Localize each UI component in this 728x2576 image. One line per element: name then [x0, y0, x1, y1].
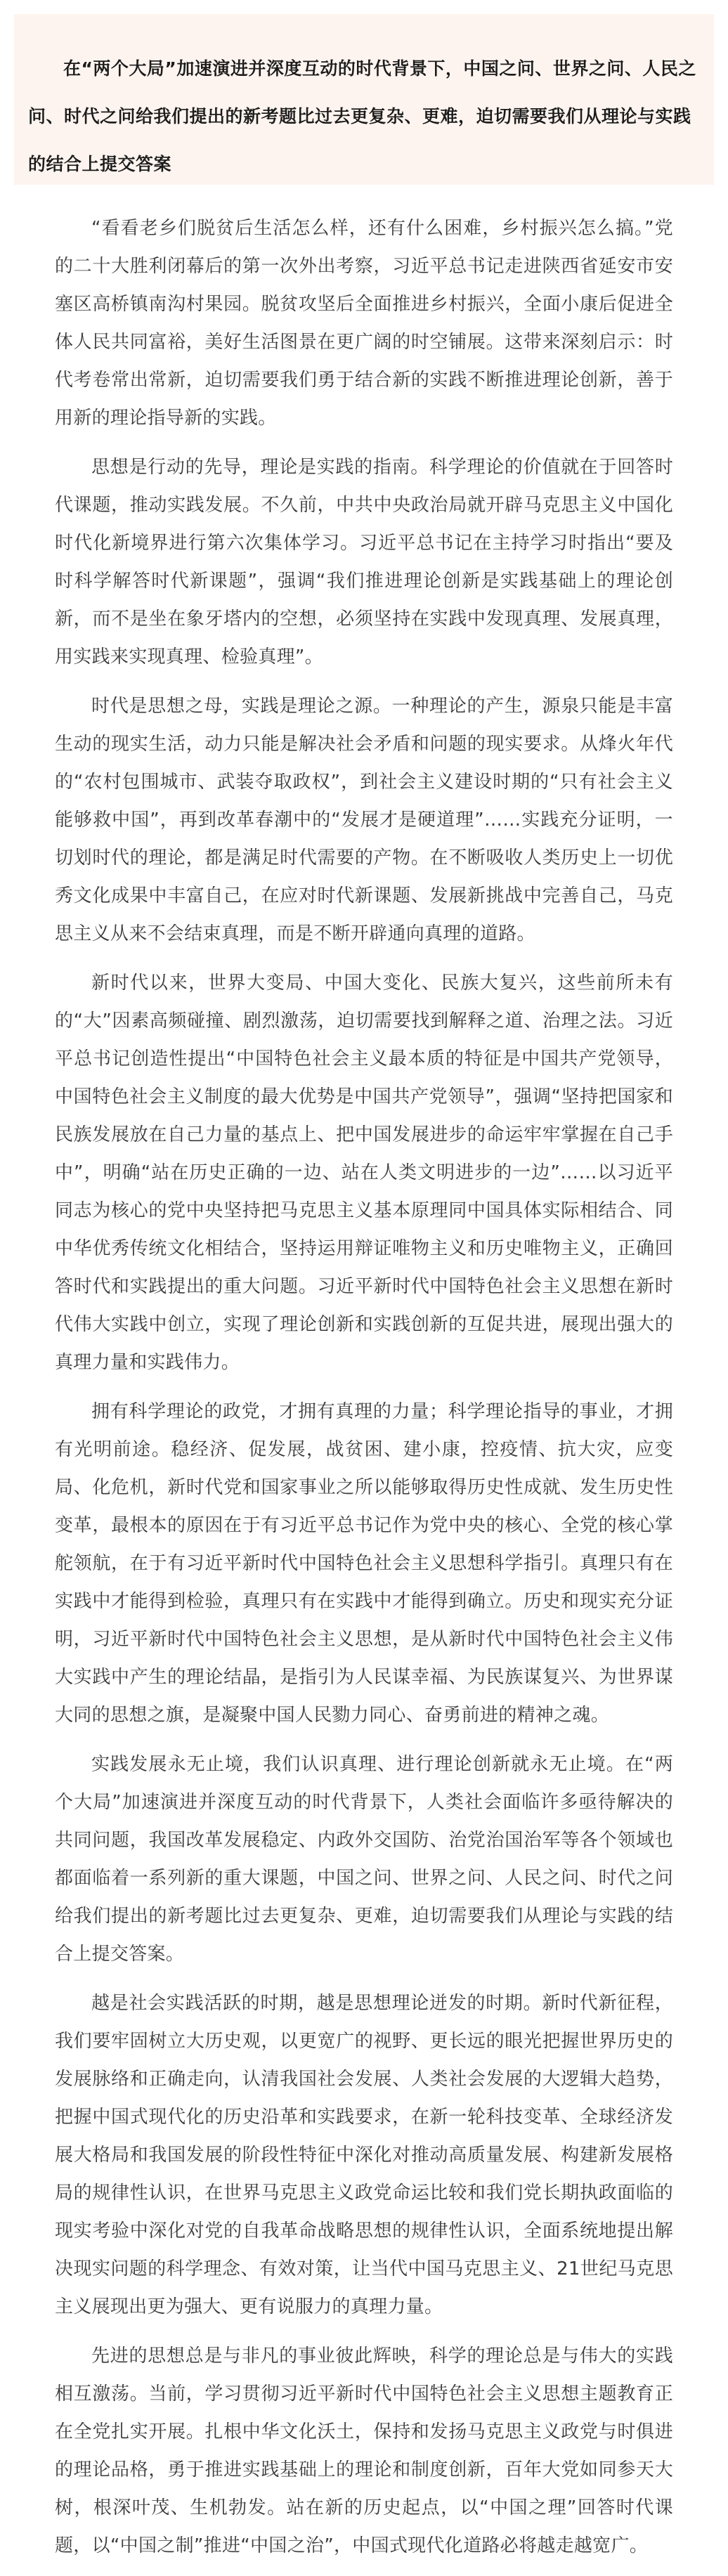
paragraph-2: 思想是行动的先导，理论是实践的指南。科学理论的价值就在于回答时代课题，推动实践发展。不久前，中共中央政治局就开辟马克思主义中国化时代化新境界进行第六次集体学习。习近平总书记在主持学习时指出“要及时科学解答时代新课题”，强调“我们推进理论创新是实践基础上的理论创新，而不是坐在象牙塔内的空想，必须坚持在实践中发现真理、发展真理，用实践来实现真理、检验真理”。 [55, 457, 673, 668]
paragraph-7: 越是社会实践活跃的时期，越是思想理论迸发的时期。新时代新征程，我们要牢固树立大历史观，以更宽广的视野、更长远的眼光把握世界历史的发展脉络和正确走向，认清我国社会发展、人类社会发展的大逻辑大趋势，把握中国式现代化的历史沿革和实践要求，在新一轮科技变革、全球经济发展大格局和我国发展的阶段性特征中深化对推动高质量发展、构建新发展格局的规律性认识，在世界马克思主义政党命运比较和我们党长期执政面临的现实考验中深化对党的自我革命战略思想的规律性认识，全面系统地提出解决现实问题的科学理念、有效对策，让当代中国马克思主义、21世纪马克思主义展现出更为强大、更有说服力的真理力量。 [55, 1993, 673, 2317]
paragraph-6: 实践发展永无止境，我们认识真理、进行理论创新就永无止境。在“两个大局”加速演进并深度互动的时代背景下，人类社会面临许多亟待解决的共同问题，我国改革发展稳定、内政外交国防、治党治国治军等各个领域也都面临着一系列新的重大课题，中国之问、世界之问、人民之问、时代之问给我们提出的新考题比过去更复杂、更难，迫切需要我们从理论与实践的结合上提交答案。 [55, 1754, 673, 1965]
paragraph-3: 时代是思想之母，实践是理论之源。一种理论的产生，源泉只能是丰富生动的现实生活，动力只能是解决社会矛盾和问题的现实要求。从烽火年代的“农村包围城市、武装夺取政权”，到社会主义建设时期的“只有社会主义能够救中国”，再到改革春潮中的“发展才是硬道理”……实践充分证明，一切划时代的理论，都是满足时代需要的产物。在不断吸收人类历史上一切优秀文化成果中丰富自己，在应对时代新课题、发展新挑战中完善自己，马克思主义从来不会结束真理，而是不断开辟通向真理的道路。 [55, 696, 673, 944]
paragraph-8: 先进的思想总是与非凡的事业彼此辉映，科学的理论总是与伟大的实践相互激荡。当前，学习贯彻习近平新时代中国特色社会主义思想主题教育正在全党扎实开展。扎根中华文化沃土，保持和发扬马克思主义政党与时俱进的理论品格，勇于推进实践基础上的理论和制度创新，百年大党如同参天大树，根深叶茂、生机勃发。站在新的历史起点，以“中国之理”回答时代课题，以“中国之制”推进“中国之治”，中国式现代化道路必将越走越宽广。 [55, 2346, 673, 2556]
headline-text: 在“两个大局”加速演进并深度互动的时代背景下，中国之问、世界之问、人民之问、时代之问给我们提出的新考题比过去更复杂、更难，迫切需要我们从理论与实践的结合上提交答案 [28, 58, 696, 174]
headline-callout [14, 14, 714, 185]
paragraph-1: “看看老乡们脱贫后生活怎么样，还有什么困难，乡村振兴怎么搞。”党的二十大胜利闭幕后的第一次外出考察，习近平总书记走进陕西省延安市安塞区高桥镇南沟村果园。脱贫攻坚后全面推进乡村振兴，全面小康后促进全体人民共同富裕，美好生活图景在更广阔的时空铺展。这带来深刻启示：时代考卷常出常新，迫切需要我们勇于结合新的实践不断推进理论创新，善于用新的理论指导新的实践。 [55, 218, 673, 429]
article-body [55, 209, 673, 2576]
paragraph-4: 新时代以来，世界大变局、中国大变化、民族大复兴，这些前所未有的“大”因素高频碰撞、剧烈激荡，迫切需要找到解释之道、治理之法。习近平总书记创造性提出“中国特色社会主义最本质的特征是中国共产党领导，中国特色社会主义制度的最大优势是中国共产党领导”，强调“坚持把国家和民族发展放在自己力量的基点上、把中国发展进步的命运牢牢掌握在自己手中”，明确“站在历史正确的一边、站在人类文明进步的一边”……以习近平同志为核心的党中央坚持把马克思主义基本原理同中国具体实际相结合、同中华优秀传统文化相结合，坚持运用辩证唯物主义和历史唯物主义，正确回答时代和实践提出的重大问题。习近平新时代中国特色社会主义思想在新时代伟大实践中创立，实现了理论创新和实践创新的互促共进，展现出强大的真理力量和实践伟力。 [55, 972, 673, 1373]
paragraph-5: 拥有科学理论的政党，才拥有真理的力量；科学理论指导的事业，才拥有光明前途。稳经济、促发展，战贫困、建小康，控疫情、抗大灾，应变局、化危机，新时代党和国家事业之所以能够取得历史性成就、发生历史性变革，最根本的原因在于有习近平总书记作为党中央的核心、全党的核心掌舵领航，在于有习近平新时代中国特色社会主义思想科学指引。真理只有在实践中才能得到检验，真理只有在实践中才能得到确立。历史和现实充分证明，习近平新时代中国特色社会主义思想，是从新时代中国特色社会主义伟大实践中产生的理论结晶，是指引为人民谋幸福、为民族谋复兴、为世界谋大同的思想之旗，是凝聚中国人民勠力同心、奋勇前进的精神之魂。 [55, 1401, 673, 1726]
